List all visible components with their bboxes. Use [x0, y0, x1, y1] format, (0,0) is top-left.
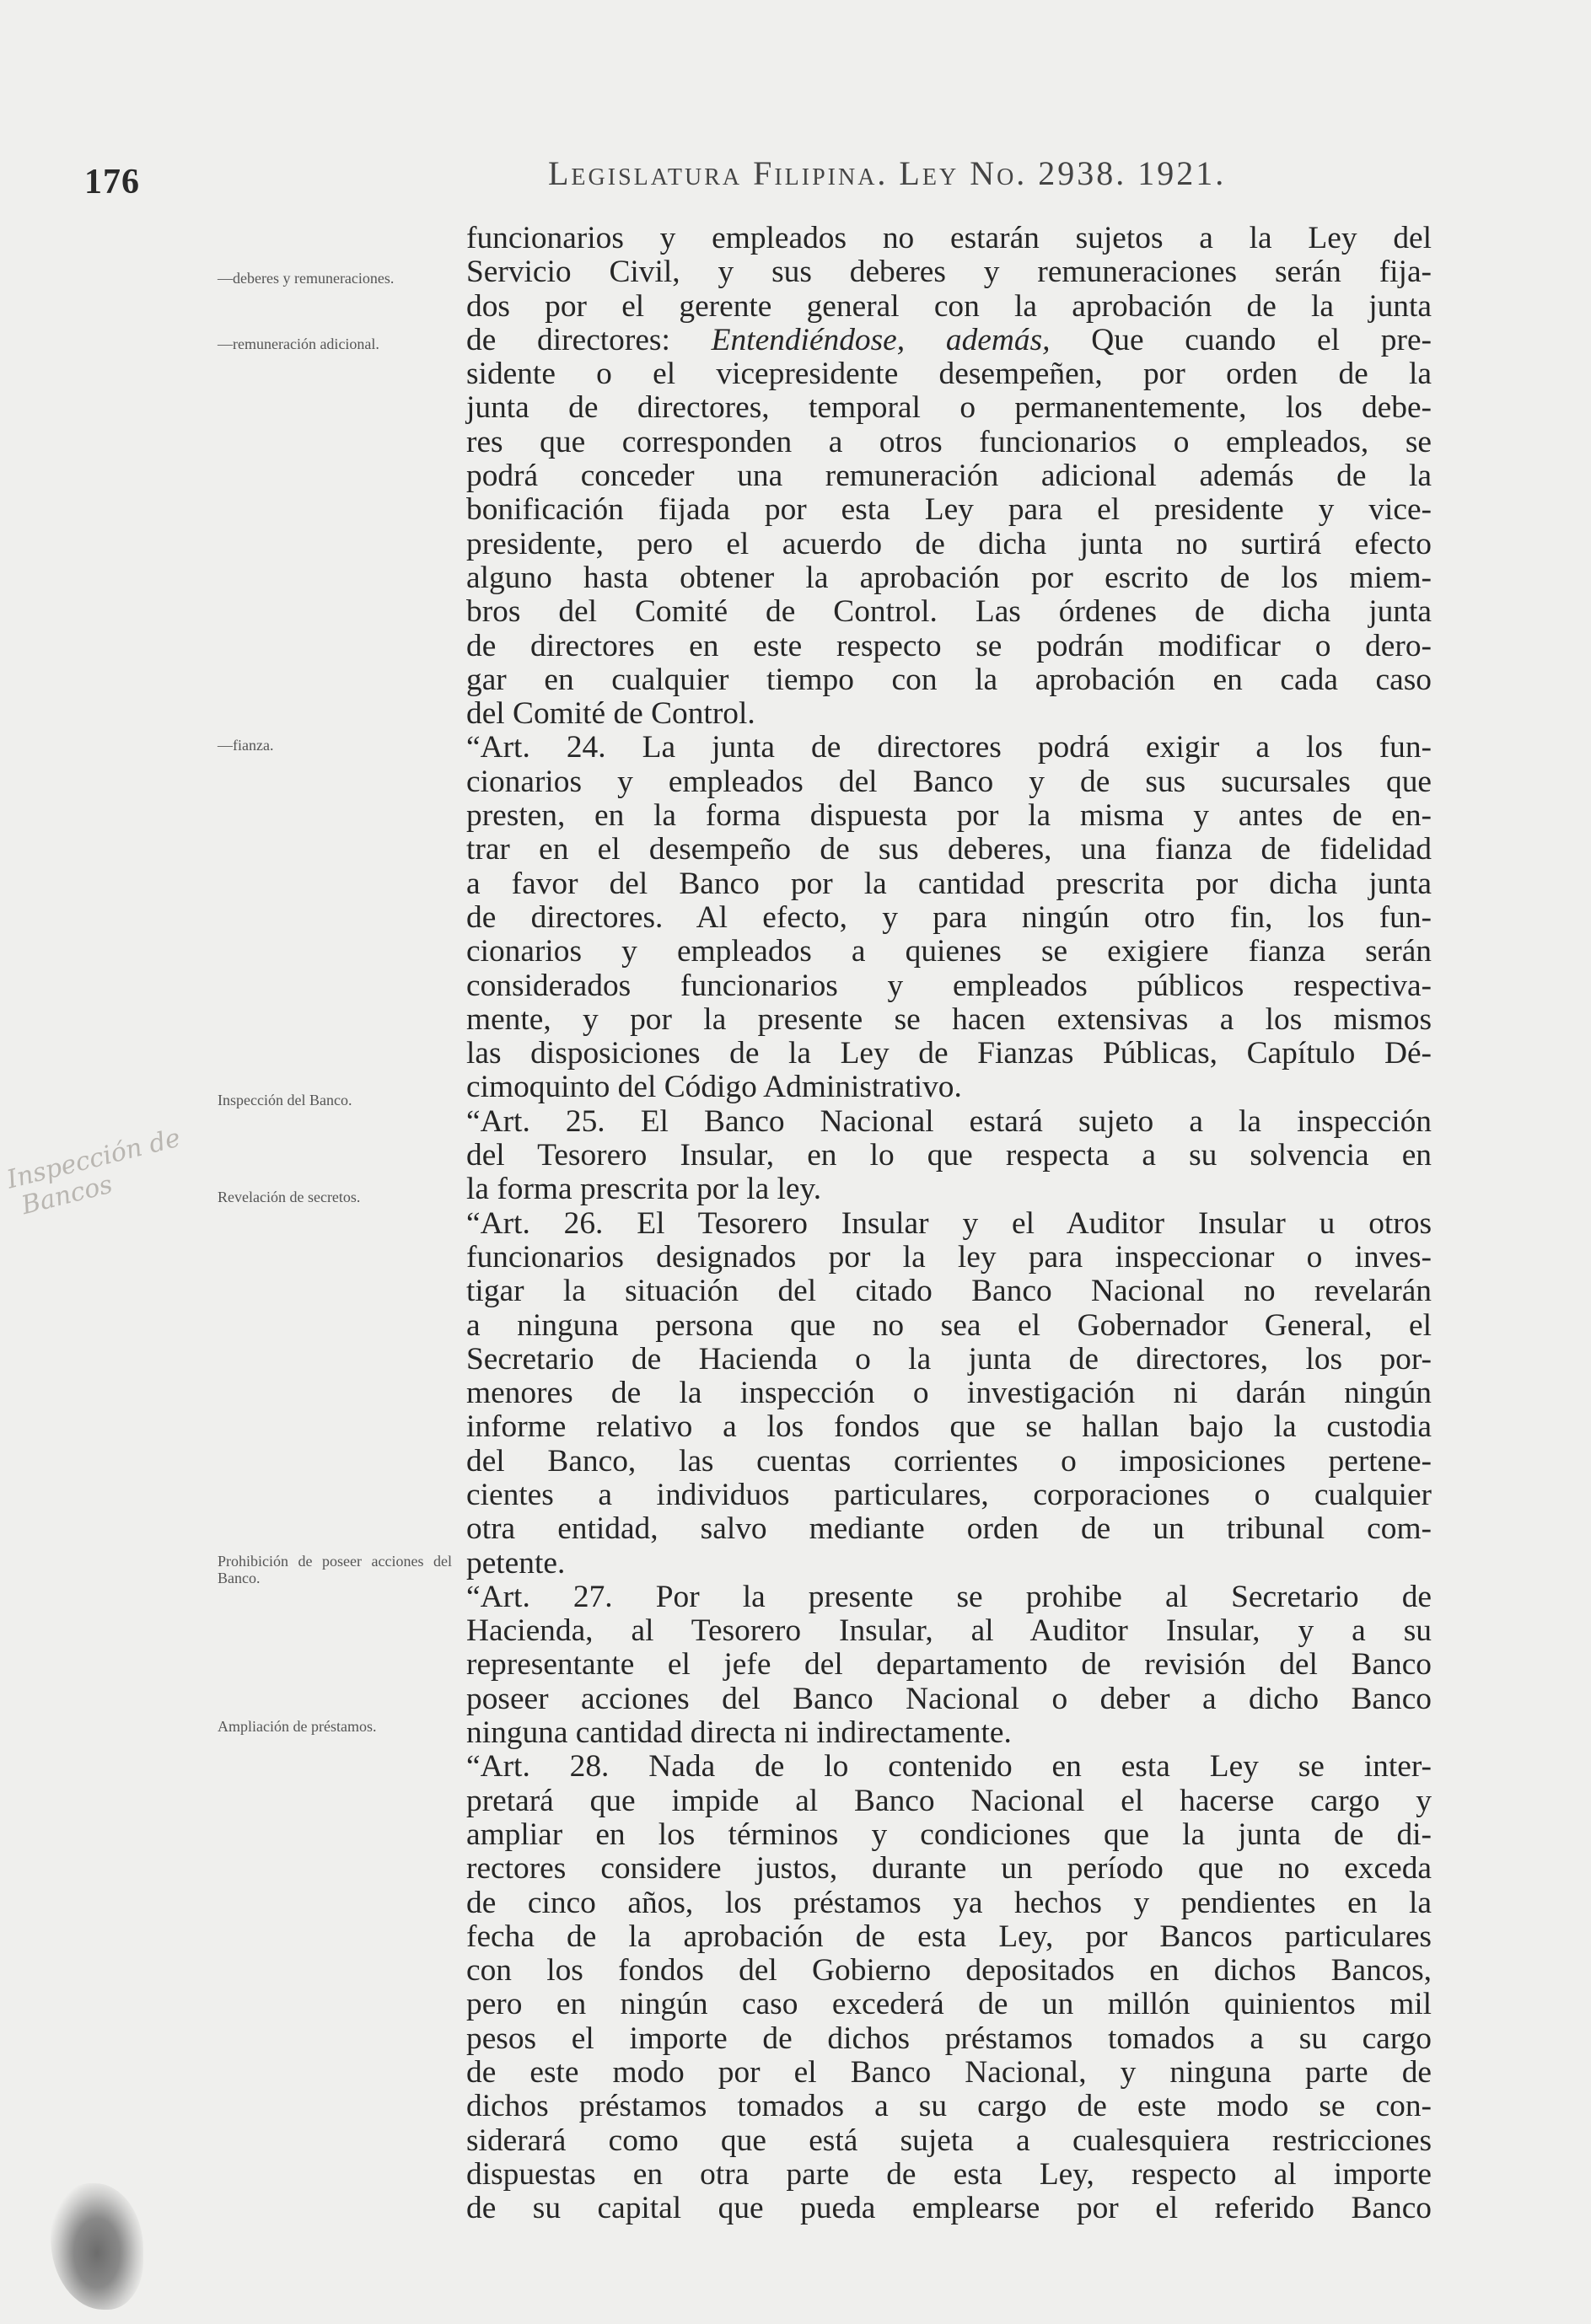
- body-line: alguno hasta obtener la aprobación por escrito de los miem-: [466, 560, 1432, 595]
- body-line: ampliar en los términos y condiciones que la junta de di-: [466, 1817, 1432, 1852]
- body-line: de su capital que pueda emplearse por el referido Banco: [466, 2191, 1432, 2226]
- body-line: informe relativo a los fondos que se hallan bajo la custodia: [466, 1409, 1432, 1445]
- body-text: [466, 222, 1432, 2226]
- body-line: podrá conceder una remuneración adicional además de la: [466, 459, 1432, 494]
- body-line: poseer acciones del Banco Nacional o deber a dicho Banco: [466, 1681, 1432, 1716]
- body-line-tail: Que cuando el pre-: [1091, 322, 1432, 357]
- body-line: mente, y por la presente se hacen extensivas a los mismos: [466, 1001, 1432, 1037]
- body-line: fecha de la aprobación de esta Ley, por Bancos particulares: [466, 1919, 1432, 1954]
- body-line: otra entidad, salvo mediante orden de un tribunal com-: [466, 1511, 1432, 1547]
- body-line: [466, 324, 1432, 357]
- body-line: junta de directores, temporal o permanentemente, los debe-: [466, 390, 1432, 426]
- body-line: la forma prescrita por la ley.: [466, 1172, 822, 1207]
- body-line: “Art. 26. El Tesorero Insular y el Auditor Insular u otros: [466, 1205, 1432, 1241]
- ink-stain: [51, 2183, 143, 2310]
- italic-proviso: Entendiéndose, además,: [711, 322, 1051, 357]
- body-line: rectores considere justos, durante un período que no exceda: [466, 1851, 1432, 1887]
- body-line: considerados funcionarios y empleados públicos respectiva-: [466, 968, 1432, 1003]
- body-line: cientes a individuos particulares, corporaciones o cualquier: [466, 1477, 1432, 1512]
- body-line: dispuestas en otra parte de esta Ley, respecto al importe: [466, 2156, 1432, 2192]
- body-line: ninguna cantidad directa ni indirectamente.: [466, 1715, 1012, 1751]
- body-line: Servicio Civil, y sus deberes y remuneraciones serán fija-: [466, 255, 1432, 290]
- body-line: de directores en este respecto se podrán modificar o dero-: [466, 628, 1432, 663]
- body-line: de directores. Al efecto, y para ningún otro fin, los fun-: [466, 899, 1432, 935]
- body-line: siderará como que está sujeta a cualesquiera restricciones: [466, 2123, 1432, 2158]
- body-line: “Art. 27. Por la presente se prohibe al Secretario de: [466, 1579, 1432, 1614]
- margin-note-ampliacion: Ampliación de préstamos.: [218, 1718, 377, 1735]
- body-line: tigar la situación del citado Banco Nacional no revelarán: [466, 1274, 1432, 1309]
- body-line: Hacienda, al Tesorero Insular, al Auditor Insular, y a su: [466, 1613, 1432, 1649]
- body-line: presidente, pero el acuerdo de dicha junta no surtirá efecto: [466, 526, 1432, 561]
- margin-note-prohibicion: Prohibición de poseer acciones del Banco.: [218, 1553, 452, 1586]
- body-line: funcionarios designados por la ley para inspeccionar o inves-: [466, 1239, 1432, 1275]
- body-line: representante el jefe del departamento de revisión del Banco: [466, 1647, 1432, 1683]
- body-line: a favor del Banco por la cantidad prescrita por dicha junta: [466, 866, 1432, 901]
- margin-note-inspeccion: Inspección del Banco.: [218, 1092, 352, 1108]
- margin-note-revelacion: Revelación de secretos.: [218, 1189, 361, 1205]
- body-line: pretará que impide al Banco Nacional el hacerse cargo y: [466, 1783, 1432, 1818]
- body-line: dichos préstamos tomados a su cargo de este modo se con-: [466, 2089, 1432, 2124]
- body-line: presten, en la forma dispuesta por la misma y antes de en-: [466, 798, 1432, 834]
- body-line: cionarios y empleados a quienes se exigiere fianza serán: [466, 934, 1432, 969]
- body-line: petente.: [466, 1545, 566, 1581]
- body-line: menores de la inspección o investigación ni darán ningún: [466, 1376, 1432, 1411]
- body-line: bonificación fijada por esta Ley para el presidente y vice-: [466, 492, 1432, 528]
- body-line: del Comité de Control.: [466, 696, 755, 732]
- body-line: pesos el importe de dichos préstamos tomados a su cargo: [466, 2021, 1432, 2056]
- body-line: “Art. 28. Nada de lo contenido en esta Ley se inter-: [466, 1749, 1432, 1785]
- pencil-annotation: Inspección de Bancos: [3, 1123, 184, 1223]
- body-line: de este modo por el Banco Nacional, y ninguna parte de: [466, 2055, 1432, 2091]
- margin-note-remuneracion: —remuneración adicional.: [218, 335, 379, 352]
- body-line: “Art. 25. El Banco Nacional estará sujeto a la inspección: [466, 1103, 1432, 1139]
- body-line: del Banco, las cuentas corrientes o imposiciones pertene-: [466, 1443, 1432, 1479]
- body-line: con los fondos del Gobierno depositados en dichos Bancos,: [466, 1953, 1432, 1989]
- body-line: funcionarios y empleados no estarán sujetos a la Ley del: [466, 221, 1432, 255]
- body-line: sidente o el vicepresidente desempeñen, por orden de la: [466, 357, 1432, 392]
- body-line: “Art. 24. La junta de directores podrá exigir a los fun-: [466, 730, 1432, 765]
- body-line: de cinco años, los préstamos ya hechos y pendientes en la: [466, 1885, 1432, 1920]
- body-line: cionarios y empleados del Banco y de sus sucursales que: [466, 764, 1432, 799]
- body-line: gar en cualquier tiempo con la aprobación en cada caso: [466, 662, 1432, 697]
- body-line: del Tesorero Insular, en lo que respecta a su solvencia en: [466, 1138, 1432, 1173]
- body-line: las disposiciones de la Ley de Fianzas Públicas, Capítulo Dé-: [466, 1036, 1432, 1071]
- body-line: dos por el gerente general con la aprobación de la junta: [466, 288, 1432, 324]
- margin-note-fianza: —fianza.: [218, 737, 274, 754]
- body-line: a ninguna persona que no sea el Gobernador General, el: [466, 1307, 1432, 1343]
- body-line: cimoquinto del Código Administrativo.: [466, 1070, 962, 1105]
- body-line: trar en el desempeño de sus deberes, una fianza de fidelidad: [466, 832, 1432, 867]
- body-line: bros del Comité de Control. Las órdenes de dicha junta: [466, 594, 1432, 630]
- body-line: pero en ningún caso excederá de un millón quinientos mil: [466, 1987, 1432, 2022]
- body-line-text: de directores:: [466, 322, 670, 357]
- page-number: 176: [84, 163, 140, 201]
- body-line: Secretario de Hacienda o la junta de directores, los por-: [466, 1341, 1432, 1377]
- running-head: Legislatura Filipina. Ley No. 2938. 1921.: [548, 154, 1227, 192]
- body-line: res que corresponden a otros funcionarios o empleados, se: [466, 424, 1432, 459]
- margin-note-deberes: —deberes y remuneraciones.: [218, 270, 395, 287]
